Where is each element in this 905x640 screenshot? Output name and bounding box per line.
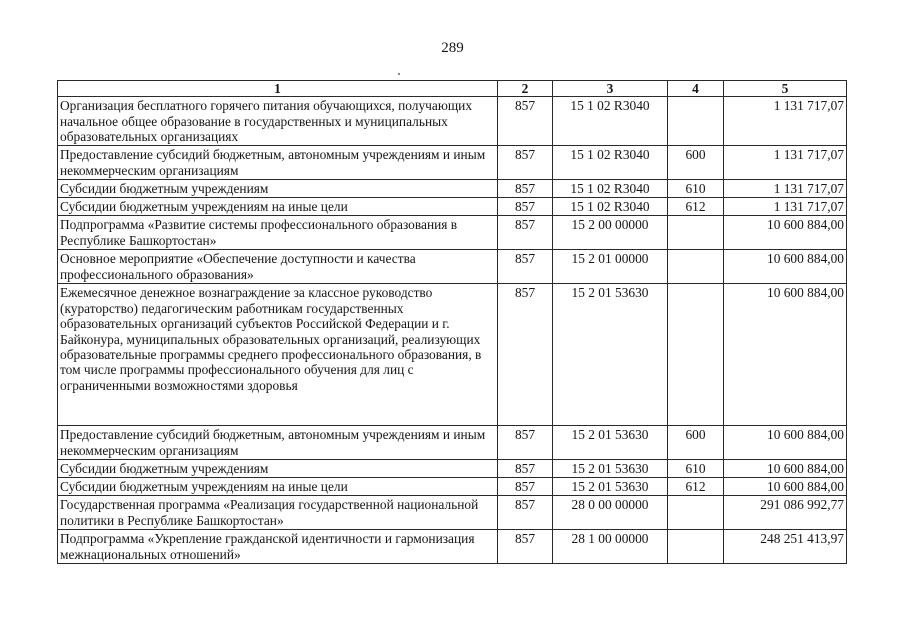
row-admin-cell: 857 (498, 460, 553, 478)
row-sum-cell: 1 131 717,07 (724, 97, 847, 146)
row-admin-cell: 857 (498, 97, 553, 146)
row-sum-cell: 10 600 884,00 (724, 460, 847, 478)
header-col-3: 3 (553, 81, 668, 97)
row-type-cell (668, 530, 724, 564)
row-type-cell (668, 284, 724, 426)
row-sum-cell: 10 600 884,00 (724, 216, 847, 250)
row-type-cell (668, 250, 724, 284)
row-type-cell: 610 (668, 460, 724, 478)
row-type-cell (668, 216, 724, 250)
scan-speck (398, 73, 400, 75)
row-type-cell: 600 (668, 146, 724, 180)
row-name-cell: Предоставление субсидий бюджетным, автономным учреждениям и иным некоммерческим организациям (58, 146, 498, 180)
row-code-cell: 15 2 01 53630 (553, 460, 668, 478)
row-code-cell: 28 1 00 00000 (553, 530, 668, 564)
row-code-cell: 28 0 00 00000 (553, 496, 668, 530)
row-admin-cell: 857 (498, 146, 553, 180)
row-admin-cell: 857 (498, 478, 553, 496)
page-number: 289 (441, 40, 464, 56)
budget-table (57, 80, 847, 564)
row-admin-cell: 857 (498, 216, 553, 250)
table-body (58, 97, 847, 564)
row-sum-cell: 1 131 717,07 (724, 180, 847, 198)
table-row (58, 426, 847, 460)
row-sum-cell: 10 600 884,00 (724, 426, 847, 460)
table-row (58, 530, 847, 564)
row-code-cell: 15 2 01 53630 (553, 426, 668, 460)
table-row (58, 250, 847, 284)
row-code-cell: 15 2 01 53630 (553, 478, 668, 496)
row-admin-cell: 857 (498, 426, 553, 460)
row-name-cell: Подпрограмма «Укрепление гражданской идентичности и гармонизация межнациональных отношений» (58, 530, 498, 564)
row-sum-cell: 10 600 884,00 (724, 284, 847, 426)
row-admin-cell: 857 (498, 180, 553, 198)
row-sum-cell: 1 131 717,07 (724, 146, 847, 180)
row-admin-cell: 857 (498, 250, 553, 284)
header-row (58, 81, 847, 97)
row-code-cell: 15 2 01 53630 (553, 284, 668, 426)
row-name-cell: Предоставление субсидий бюджетным, автономным учреждениям и иным некоммерческим организациям (58, 426, 498, 460)
row-admin-cell: 857 (498, 530, 553, 564)
row-name-cell: Субсидии бюджетным учреждениям (58, 180, 498, 198)
row-name-cell: Организация бесплатного горячего питания обучающихся, получающих начальное общее образование в государственных и муниципальных образовательных организациях (58, 97, 498, 146)
table-header (58, 81, 847, 97)
row-sum-cell: 10 600 884,00 (724, 478, 847, 496)
table-row (58, 180, 847, 198)
table-row (58, 146, 847, 180)
row-name-cell: Основное мероприятие «Обеспечение доступности и качества профессионального образования» (58, 250, 498, 284)
table-row (58, 198, 847, 216)
row-sum-cell: 10 600 884,00 (724, 250, 847, 284)
row-name-cell: Ежемесячное денежное вознаграждение за классное руководство (кураторство) педагогическим работникам государственных образовательных организаций субъектов Российской Федерации и г. Байконура, муниципальных образовательных организаций, реализующих образовательные программы среднего профессионального образования, в том числе программы профессионального обучения для лиц с ограниченными возможностями здоровья (58, 284, 498, 426)
row-type-cell: 612 (668, 198, 724, 216)
row-name-cell: Государственная программа «Реализация государственной национальной политики в Республике Башкортостан» (58, 496, 498, 530)
row-code-cell: 15 1 02 R3040 (553, 97, 668, 146)
row-sum-cell: 248 251 413,97 (724, 530, 847, 564)
row-sum-cell: 1 131 717,07 (724, 198, 847, 216)
row-name-cell: Подпрограмма «Развитие системы профессионального образования в Республике Башкортостан» (58, 216, 498, 250)
row-code-cell: 15 2 00 00000 (553, 216, 668, 250)
header-col-5: 5 (724, 81, 847, 97)
row-name-cell: Субсидии бюджетным учреждениям на иные цели (58, 198, 498, 216)
table-row (58, 216, 847, 250)
row-admin-cell: 857 (498, 284, 553, 426)
table-row (58, 284, 847, 426)
row-code-cell: 15 1 02 R3040 (553, 180, 668, 198)
row-type-cell: 600 (668, 426, 724, 460)
row-type-cell: 610 (668, 180, 724, 198)
table-row (58, 478, 847, 496)
row-type-cell (668, 97, 724, 146)
row-type-cell (668, 496, 724, 530)
header-col-4: 4 (668, 81, 724, 97)
row-code-cell: 15 2 01 00000 (553, 250, 668, 284)
table-row (58, 496, 847, 530)
row-code-cell: 15 1 02 R3040 (553, 146, 668, 180)
table-row (58, 97, 847, 146)
row-code-cell: 15 1 02 R3040 (553, 198, 668, 216)
table-row (58, 460, 847, 478)
row-name-cell: Субсидии бюджетным учреждениям (58, 460, 498, 478)
row-admin-cell: 857 (498, 496, 553, 530)
header-col-1: 1 (58, 81, 498, 97)
header-col-2: 2 (498, 81, 553, 97)
row-name-cell: Субсидии бюджетным учреждениям на иные цели (58, 478, 498, 496)
row-admin-cell: 857 (498, 198, 553, 216)
row-sum-cell: 291 086 992,77 (724, 496, 847, 530)
row-type-cell: 612 (668, 478, 724, 496)
